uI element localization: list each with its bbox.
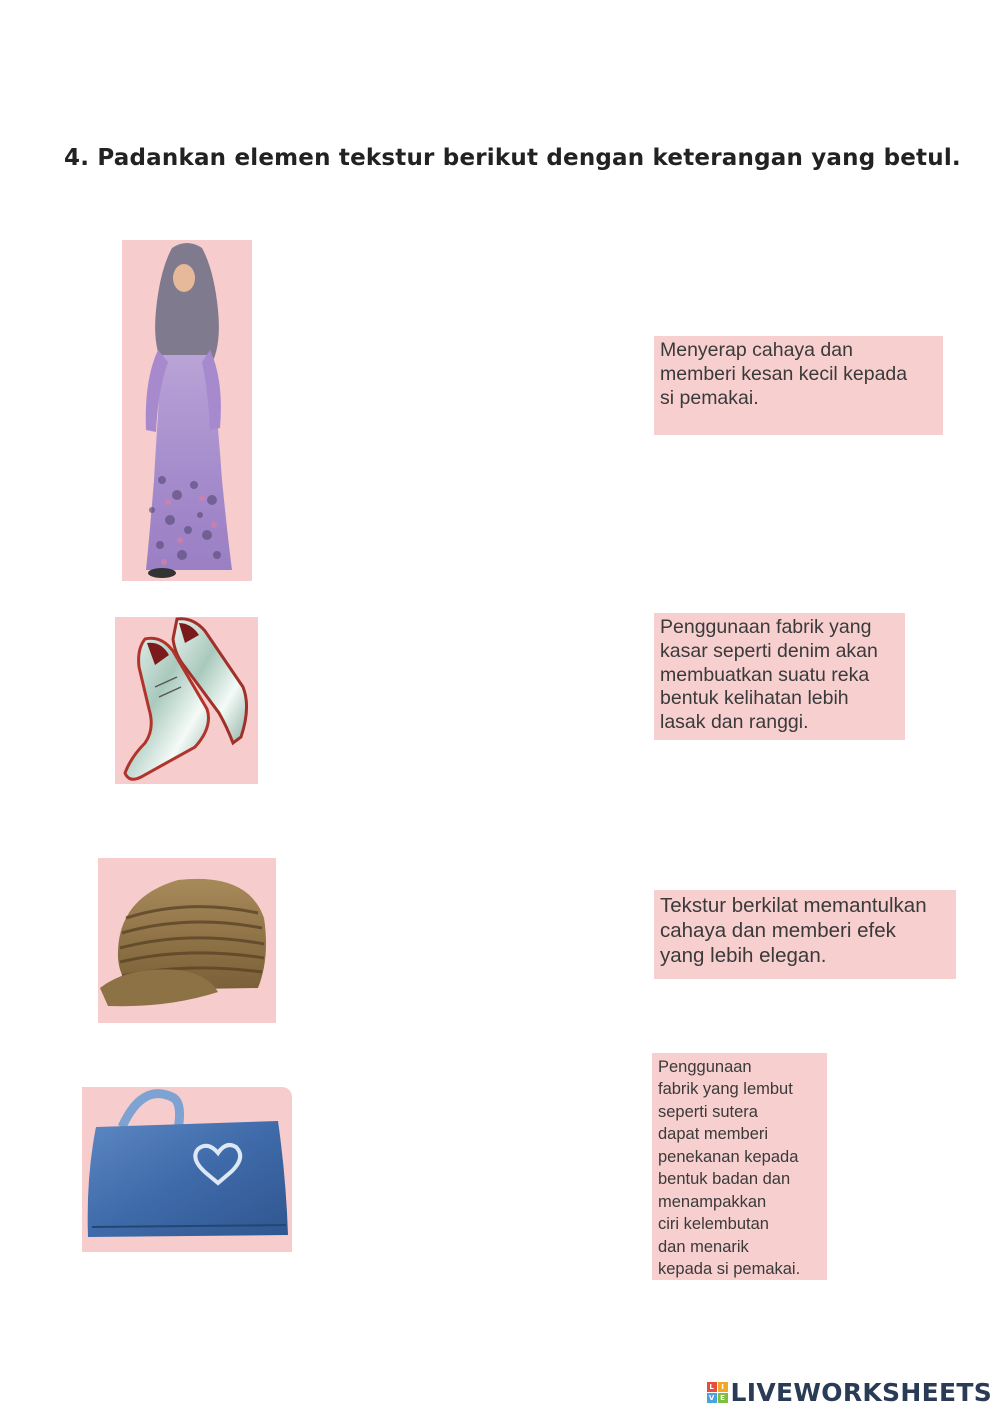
description-card-2[interactable] bbox=[654, 613, 905, 740]
description-line: ciri kelembutan bbox=[658, 1215, 769, 1234]
baju-kurung-image[interactable] bbox=[122, 240, 252, 581]
description-line: membuatkan suatu reka bbox=[660, 663, 870, 686]
description-line: penekanan kepada bbox=[658, 1147, 799, 1166]
logo-mark-letter: L bbox=[707, 1382, 717, 1392]
liveworksheets-logo[interactable] bbox=[707, 1378, 992, 1407]
description-line: kepada si pemakai. bbox=[658, 1259, 801, 1278]
description-line: Penggunaan bbox=[658, 1058, 752, 1076]
description-card-4[interactable] bbox=[652, 1053, 827, 1280]
logo-text: LIVEWORKSHEETS bbox=[730, 1378, 992, 1407]
description-line: si pemakai. bbox=[660, 386, 759, 409]
description-line: Menyerap cahaya dan bbox=[660, 339, 853, 361]
description-line: kasar seperti denim akan bbox=[660, 639, 878, 662]
description-line: cahaya dan memberi efek bbox=[660, 919, 896, 942]
description-line: memberi kesan kecil kepada bbox=[660, 362, 908, 385]
logo-mark-icon bbox=[707, 1382, 728, 1403]
description-card-3[interactable] bbox=[654, 890, 956, 979]
description-line: bentuk kelihatan lebih bbox=[660, 687, 849, 710]
description-line: dapat memberi bbox=[658, 1125, 769, 1144]
description-line: yang lebih elegan. bbox=[660, 944, 827, 967]
denim-bag-image[interactable] bbox=[82, 1087, 292, 1252]
description-line: menampakkan bbox=[658, 1192, 767, 1211]
shiny-shoes-image[interactable] bbox=[115, 617, 258, 784]
description-card-1[interactable] bbox=[654, 336, 943, 435]
description-line: lasak dan ranggi. bbox=[660, 711, 809, 734]
description-line: Tekstur berkilat memantulkan bbox=[660, 894, 927, 917]
logo-mark-letter: I bbox=[718, 1382, 728, 1392]
logo-mark-letter: V bbox=[707, 1393, 717, 1403]
description-line: dan menarik bbox=[658, 1237, 749, 1256]
description-line: bentuk badan dan bbox=[658, 1170, 791, 1189]
question-title: 4. Padankan elemen tekstur berikut dengan keterangan yang betul. bbox=[64, 145, 961, 171]
description-line: seperti sutera bbox=[658, 1102, 758, 1121]
description-line: Penggunaan fabrik yang bbox=[660, 616, 872, 638]
logo-mark-letter: E bbox=[718, 1393, 728, 1403]
knit-cap-image[interactable] bbox=[98, 858, 276, 1023]
description-line: fabrik yang lembut bbox=[658, 1080, 793, 1099]
